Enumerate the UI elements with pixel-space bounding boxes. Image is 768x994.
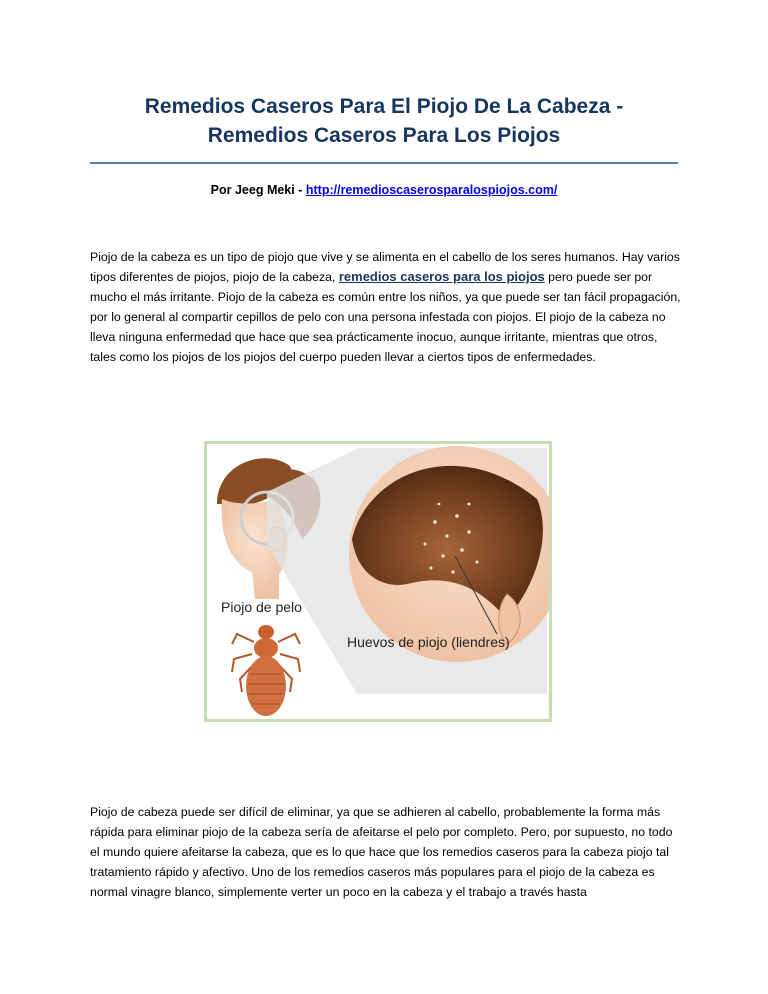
louse-icon — [232, 625, 300, 716]
paragraph-treatment: Piojo de cabeza puede ser difícil de eliminar, ya que se adhieren al cabello, probablemente la forma más rápida para eliminar piojo de la cabeza sería de afeitarse el pelo por completo. Pero, por supuesto, no todo el mundo quiere afeitarse la cabeza, que es lo que hace que los remedios caseros para la cabeza piojo tal tratamiento rápido y afectivo. Uno de los remedios caseros más populares para el piojo de la cabeza es normal vinagre blanco, simplemente verter un poco en la cabeza y el trabajo a través hasta — [90, 805, 673, 899]
paragraph-intro — [90, 247, 682, 367]
head-lice-illustration — [204, 441, 552, 722]
illustration-graphic — [207, 444, 549, 719]
title-divider — [90, 162, 678, 164]
eggs-label: Huevos de piojo (liendres) — [347, 634, 510, 650]
title-line-2: Remedios Caseros Para Los Piojos — [207, 124, 561, 147]
byline-link[interactable]: http://remedioscaserosparalospiojos.com/ — [305, 183, 558, 197]
document-title — [90, 92, 678, 150]
byline-author: Por Jeeg Meki - — [210, 183, 306, 197]
remedios-link[interactable]: remedios caseros para los piojos — [338, 269, 545, 284]
title-line-1: Remedios Caseros Para El Piojo De La Cabeza - — [144, 95, 624, 118]
louse-label: Piojo de pelo — [221, 599, 302, 615]
paragraph-intro-text: Piojo de la cabeza es un tipo de piojo que vive y se alimenta en el cabello de los seres humanos. Hay varios tipos diferentes de piojos, piojo de la cabeza, — [90, 250, 680, 284]
paragraph-intro-text-cont: pero puede ser por mucho el más irritante. Piojo de la cabeza es común entre los niños, ya que puede ser tan fácil propagación, por lo general al compartir cepillos de pelo con una persona infestada con piojos. El piojo de la cabeza no lleva ninguna enfermedad que hace que sea prácticamente inocuo, aunque irritante, mientras que otros, tales como los piojos de los piojos del cuerpo pueden llevar a ciertos tipos de enfermedades. — [90, 270, 681, 364]
byline — [90, 183, 678, 197]
